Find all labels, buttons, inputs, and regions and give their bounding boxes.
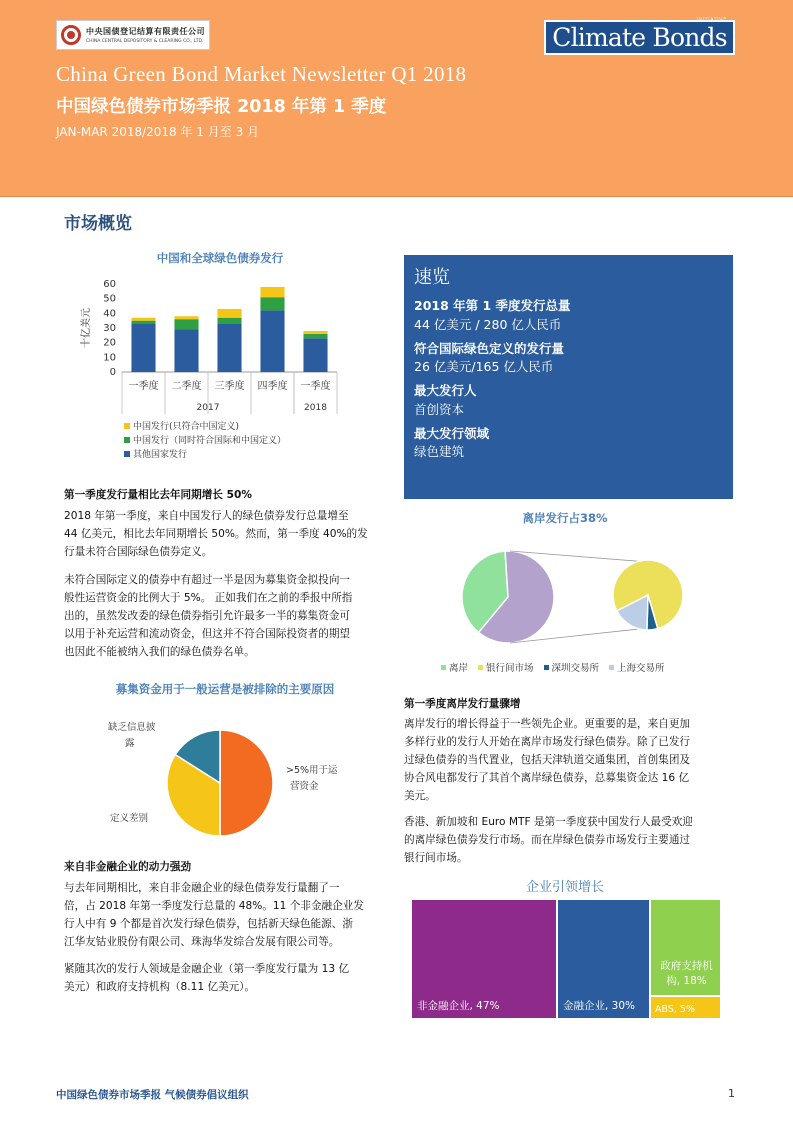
header-banner (0, 0, 793, 197)
newsletter-title-en: China Green Bond Market Newsletter Q1 2018 (56, 62, 467, 86)
bar-segment (174, 319, 198, 329)
pie-slice-label: >5%用于运 (286, 765, 338, 776)
heading-nonfinancial: 来自非金融企业的动力强劲 (64, 861, 192, 873)
paragraph-next-sectors (64, 960, 349, 996)
text-line: 与去年同期相比，来自非金融企业的绿色债券发行量翻了一 (64, 882, 340, 894)
text-line: 行人中有 9 个都是首次发行绿色债券，包括新天绿色能源、浙 (64, 918, 353, 930)
quick-look-value: 44 亿美元 / 280 亿人民币 (414, 316, 562, 332)
pie-legend-item (441, 660, 468, 674)
quick-look-heading: 最大发行领域 (414, 425, 490, 441)
y-axis-label: 十亿美元 (81, 308, 92, 348)
group-label: 2017 (196, 403, 220, 413)
heading-q1-growth: 第一季度发行量相比去年同期增长 50% (64, 489, 252, 501)
text-line: 的离岸绿色债券发行市场。而在岸绿色债券市场发行主要通过 (404, 834, 691, 846)
treemap-label: ABS, 5% (655, 1004, 695, 1015)
newsletter-title-cn: 中国绿色债券市场季报 2018 年第 1 季度 (56, 97, 387, 117)
text-line: 协合风电都发行了其首个离岸绿色债券，总募集资金达 16 亿 (404, 772, 690, 784)
text-line: 也因此不能被纳入我们的绿色债券名单。 (64, 646, 255, 658)
y-tick-label: 10 (103, 352, 116, 364)
y-tick-label: 30 (103, 323, 116, 334)
pie-slice-label: 营资金 (290, 781, 319, 792)
climate-bonds-logo (544, 17, 735, 55)
legend-swatch-icon (478, 665, 483, 670)
quick-look-heading: 符合国际绿色定义的发行量 (414, 340, 565, 356)
pie-legend-item (478, 660, 534, 674)
heading-offshore-surge: 第一季度离岸发行量骤增 (404, 698, 521, 710)
treemap-label: 政府支持机构, 18% (660, 959, 713, 988)
bar-segment (217, 318, 241, 324)
pie-legend-label: 银行间市场 (486, 663, 534, 674)
legend-swatch-icon (544, 665, 549, 670)
y-tick-label: 20 (103, 337, 116, 349)
text-line: 般性运营资金的比例大于 5%。 正如我们在之前的季报中所指 (64, 592, 353, 604)
treemap-title: 企业引领增长 (525, 880, 604, 895)
pie-slice-label: 定义差别 (109, 813, 148, 824)
climate-bonds-initiative-text: INITIATIVE (696, 17, 727, 23)
x-tick-label: 二季度 (171, 381, 202, 392)
bar-segment (260, 297, 284, 310)
quick-look-value: 首创资本 (414, 401, 465, 417)
text-line: 出的，虽然发改委的绿色债券指引允许最多一半的募集资金可 (64, 610, 351, 622)
pie-legend-label: 离岸 (449, 663, 469, 674)
ccdc-logo (56, 20, 210, 50)
text-line: 江华友钴业股份有限公司、珠海华发综合发展有限公司等。 (64, 936, 340, 948)
text-line: 美元。 (404, 790, 436, 802)
group-label: 2018 (304, 403, 327, 413)
bar-segment (217, 324, 241, 372)
y-tick-label: 50 (103, 293, 116, 305)
quick-look-value: 26 亿美元/165 亿人民币 (414, 359, 554, 375)
bar-segment (303, 331, 327, 334)
text-line: 以用于补充运营和流动资金，但这并不符合国际投资者的期望 (64, 628, 351, 640)
bar-legend-label: 中国发行(只符合中国定义) (133, 422, 240, 432)
x-tick-label: 一季度 (128, 381, 159, 392)
pie-slice-label: 露 (125, 738, 135, 749)
ccdc-emblem-icon (61, 25, 81, 45)
bar-segment (217, 309, 241, 318)
text-line: 香港、新加坡和 Euro MTF 是第一季度获中国发行人最受欢迎 (404, 816, 693, 828)
paragraph-operating-capital (64, 571, 352, 661)
treemap-cell-nonfinancial (411, 899, 557, 1019)
newsletter-date: JAN-MAR 2018/2018 年 1 月至 3 月 (56, 125, 260, 139)
quick-look-heading: 2018 年第 1 季度发行总量 (414, 298, 571, 313)
treemap-cell-abs (650, 996, 721, 1019)
ccdc-name-cn: 中央国债登记结算有限责任公司 (86, 26, 205, 36)
y-tick-label: 40 (103, 308, 116, 320)
footer-text: 中国绿色债券市场季报 气候债券倡议组织 (56, 1089, 249, 1101)
x-tick-label: 三季度 (214, 381, 245, 392)
bar-segment (303, 334, 327, 338)
exclusion-pie-title: 募集资金用于一般运营是被排除的主要原因 (115, 682, 335, 696)
text-line: 行量未符合国际绿色债券定义。 (64, 546, 213, 558)
quick-look-heading: 最大发行人 (414, 383, 477, 398)
pie-legend-label: 深圳交易所 (551, 663, 600, 674)
text-line: 过绿色债券的当代置业，包括天津轨道交通集团，首创集团及 (404, 754, 691, 766)
bar-chart (72, 270, 352, 435)
quick-look-box (404, 255, 733, 499)
quick-look-value: 绿色建筑 (414, 444, 465, 460)
bar-legend-item (124, 447, 187, 460)
text-line: 未符合国际定义的债券中有超过一半是因为募集资金拟投向一 (64, 574, 351, 586)
bar-legend-item (124, 419, 239, 432)
legend-swatch-icon (441, 665, 446, 670)
pie-slice-label: 缺乏信息披 (108, 722, 156, 733)
text-line: 美元）和政府支持机构（8.11 亿美元）。 (64, 981, 256, 993)
treemap-cell-financial (557, 899, 650, 1019)
offshore-pie-chart (420, 532, 750, 662)
climate-bonds-logo-text: Climate Bonds (552, 23, 727, 52)
text-line: 银行间市场。 (404, 852, 468, 864)
pie-slice (220, 730, 273, 836)
exclusion-pie-chart (90, 714, 390, 854)
offshore-pie-legend (441, 660, 665, 674)
ccdc-name-en: CHINA CENTRAL DEPOSITORY & CLEARING CO., LTD. (86, 39, 204, 44)
bar-chart-title: 中国和全球绿色债券发行 (156, 251, 284, 265)
bar-segment (131, 318, 155, 321)
pie-legend-item (544, 660, 600, 674)
treemap-label: 金融企业, 30% (563, 1000, 636, 1012)
pie-legend-label: 上海交易所 (617, 663, 665, 674)
treemap-label: 非金融企业, 47% (417, 1000, 500, 1012)
paragraph-q1-growth (64, 507, 368, 561)
text-line: 44 亿美元，相比去年同期增长 50%。然而，第一季度 40%的发 (64, 528, 368, 540)
x-tick-label: 一季度 (300, 381, 331, 392)
text-line: 倍，占 2018 年第一季度发行总量的 48%。11 个非金融企业发 (64, 900, 364, 912)
section-title: 市场概览 (64, 214, 132, 234)
paragraph-offshore-growth (404, 715, 690, 805)
text-line: 紧随其次的发行人领域是金融企业（第一季度发行量为 13 亿 (64, 963, 350, 975)
bar-segment (303, 338, 327, 372)
bar-segment (260, 310, 284, 372)
paragraph-nonfinancial (64, 879, 364, 951)
x-tick-label: 四季度 (257, 381, 288, 392)
y-tick-label: 0 (109, 367, 116, 378)
page-number: 1 (728, 1087, 735, 1100)
legend-swatch-icon (609, 665, 614, 670)
offshore-pie-title: 离岸发行占38% (522, 511, 608, 525)
y-tick-label: 60 (103, 279, 116, 290)
paragraph-offshore-markets (404, 813, 693, 867)
bar-segment (174, 316, 198, 319)
legend-swatch-icon (124, 437, 130, 443)
pie-legend-item (609, 660, 665, 674)
bar-legend-label: 其他国家发行 (133, 450, 188, 460)
bar-legend-label: 中国发行（同时符合国际和中国定义） (133, 436, 287, 446)
bar-segment (260, 287, 284, 297)
legend-swatch-icon (124, 423, 130, 429)
quick-look-title: 速览 (414, 267, 450, 288)
bar-segment (131, 321, 155, 324)
legend-swatch-icon (124, 451, 130, 457)
treemap-cell-government (650, 899, 721, 996)
treemap-chart (411, 899, 721, 1019)
bar-legend-item (124, 433, 286, 446)
bar-segment (131, 324, 155, 372)
text-line: 离岸发行的增长得益于一些领先企业。更重要的是，来自更加 (404, 718, 691, 730)
bar-segment (174, 329, 198, 372)
text-line: 多样行业的发行人开始在离岸市场发行绿色债券。除了已发行 (404, 736, 691, 748)
text-line: 2018 年第一季度，来自中国发行人的绿色债券发行总量增至 (64, 510, 349, 522)
